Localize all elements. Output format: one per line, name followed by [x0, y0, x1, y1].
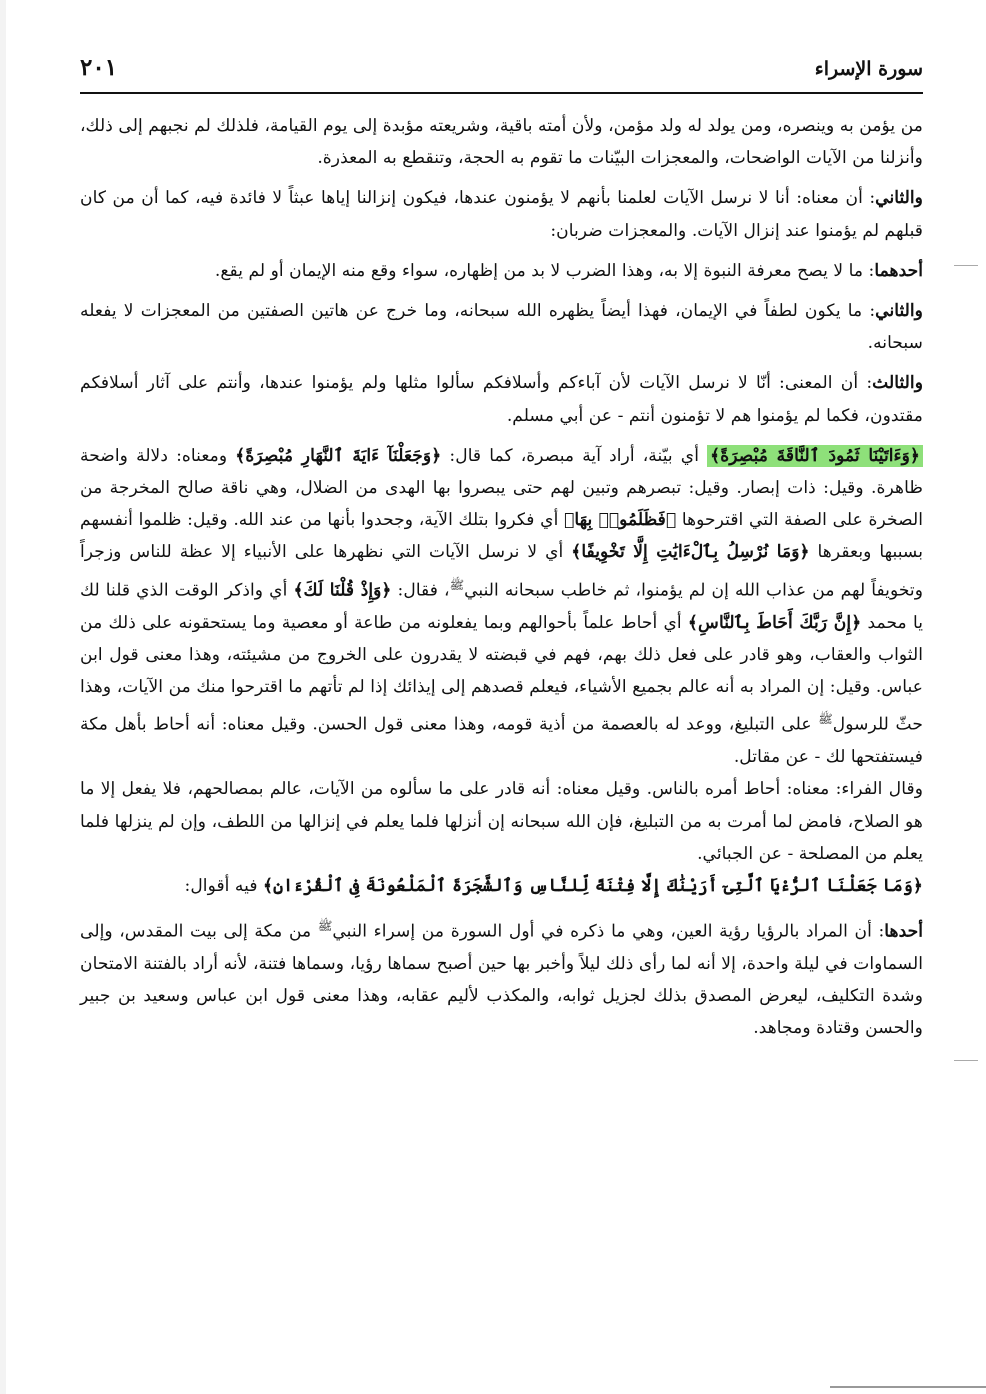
paragraph-text: وقال الفراء: معناه: أحاط أمره بالناس. وقيل معناه: أنه قادر على ما سألوه من الآيات، عالم بمصالحهم، فلا يفعل إلا ما هو الصلاح، فامض لما أمرت به من التبليغ، فإن الله سبحانه إن أنزلها فلما يعلم في إنزالها من اللطف، وإن لم ينزلها فلما يعلم من المصلحة - عن الجبائي. [80, 779, 923, 864]
paragraph-9 [80, 910, 923, 1045]
paragraph-text: من يؤمن به وينصره، ومن يولد له ولد مؤمن، ولأن أمته باقية، وشريعته مؤبدة إلى يوم القيامة، فلذلك لم نجبهم إلى ذلك، وأنزلنا من الآيات الواضحات، والمعجزات البيّنات ما تقوم به الحجة، وتنقطع به المعذرة. [80, 116, 923, 169]
quran-verse: ﴿وَمَا نُرْسِلُ بِٱلْءَايَٰتِ إِلَّا تَخْوِيفًا﴾ [571, 542, 810, 563]
paragraph-1 [80, 110, 923, 174]
paragraph-text: : ما لا يصح معرفة النبوة إلا به، وهذا الضرب لا بد من إظهاره، سواء وقع منه الإيمان أو لم يقع. [214, 260, 875, 281]
paragraph-lead: أحدها [884, 921, 923, 942]
salla-symbol-icon: ﷺ [449, 577, 465, 592]
quran-verse: ﴿إِنَّ رَبَّكَ أَحَاطَ بِٱلنَّاسِ﴾ [687, 612, 862, 633]
paragraph-2 [80, 182, 923, 246]
paragraph-text: : أن المعنى: أنّا لا نرسل الآيات لأن آباءكم وأسلافكم سألوا مثلها ولم يؤمنوا عندها، وأنتم على آثار أسلافكم مقتدون، فكما لم يؤمنوا هم لا تؤمنون أنتم - عن أبي مسلم. [80, 373, 923, 426]
paragraph-lead: أحدهما [874, 260, 923, 281]
paragraph-lead: والثاني [875, 188, 923, 209]
paragraph-text: : أن المراد بالرؤيا رؤية العين، وهي ما ذكره في أول السورة من إسراء النبي [332, 921, 885, 942]
page-body [80, 110, 923, 1053]
paragraph-text: أي لا نرسل الآيات التي نظهرها على الأنبياء إلا عظة للناس وزجراً وتخويفاً لهم من عذاب الله إن لم يؤمنوا، ثم خاطب سبحانه النبي [80, 542, 924, 601]
paragraph-7 [80, 773, 923, 870]
paragraph-text: أي أحاط علماً بأحوالهم وبما يفعلونه من طاعة أو معصية وما يستحقونه على ذلك من الثواب والعقاب، وهو قادر على فعل ذلك بهم، فهم في قبضته لا يقدرون على الخروج من مشيئته، وهذا معنى قول ابن عباس. وقيل: إن المراد به أنه عالم بجميع الأشياء، فيعلم قصدهم إلى إيذائك إذا لم تأتهم ما اقترحوا منك من الآيات، وهذا حثّ للرسول [80, 612, 923, 735]
paragraph-8 [80, 870, 923, 902]
quran-verse: ﴿وَجَعَلْنَآ ءَايَةَ ٱلنَّهَارِ مُبْصِرَةً﴾ [235, 445, 442, 466]
paragraph-text: أي بيّنة، أراد آية مبصرة، كما قال: [441, 445, 708, 466]
paragraph-text: ومعناه: دلالة واضحة ظاهرة. وقيل: ذات إبصار. وقيل: تبصرهم وتبين لهم حتى يبصروا بها الهدى من الضلال، وهي ناقة صالح المخرجة من الصخرة على الصفة التي اقترحوها [80, 445, 923, 531]
paragraph-6 [80, 440, 923, 774]
salla-symbol-icon: ﷺ [317, 919, 333, 934]
quran-verse: ﴿وَمَا جَعَلْنَا ٱلرُّءْيَا ٱلَّتِىٓ أَرَيْنَٰكَ إِلَّا فِتْنَةً لِّلنَّاسِ وَٱلشَّجَرَةَ ٱلْمَلْعُونَةَ فِى ٱلْقُرْءَانِ﴾ [263, 875, 923, 896]
scan-edge [0, 0, 6, 1394]
paragraph-text: ، فقال: [391, 580, 450, 601]
quran-verse: ﴿وَإِذْ قُلْنَا لَكَ﴾ [293, 580, 392, 601]
quran-verse: ﴿فَظَلَمُوا۟ بِهَا﴾ [564, 510, 677, 531]
margin-mark [954, 1060, 978, 1061]
paragraph-5 [80, 367, 923, 431]
margin-mark [954, 265, 978, 266]
paragraph-text: أي واذكر الوقت الذي قلنا لك يا محمد [80, 580, 924, 633]
paragraph-text: : ما يكون لطفاً في الإيمان، فهذا أيضاً يظهره الله سبحانه، وما خرج عن هاتين الصفتين من المعجزات لا يفعله سبحانه. [80, 301, 923, 354]
paragraph-lead: والثاني [875, 301, 923, 322]
page-number: ٢٠١ [80, 54, 118, 81]
paragraph-text: : أن معناه: أنا لا نرسل الآيات لعلمنا بأنهم لا يؤمنون عندها، فيكون إنزالنا إياها عبثاً لا فائدة فيه، كما أن من كان قبلهم لم يؤمنوا عند إنزال الآيات. والمعجزات ضربان: [80, 188, 923, 241]
paragraph-4 [80, 295, 923, 359]
quran-verse: ﴿وَءَاتَيْنَا ثَمُودَ ٱلنَّاقَةَ مُبْصِرَةً﴾ [710, 445, 920, 466]
highlighted-verse[interactable] [707, 445, 923, 467]
page-header [80, 52, 923, 94]
salla-symbol-icon: ﷺ [818, 712, 833, 727]
paragraph-text: فيه أقوال: [184, 875, 263, 896]
paragraph-text: من مكة إلى بيت المقدس، وإلى السماوات في ليلة واحدة، إلا أنه لما رأى ذلك ليلاً وأخبر بها حين أصبح سماها رؤيا، وسماها فتنة، لأنه أراد بالفتنة الامتحان وشدة التكليف، ليعرض المصدق بذلك لجزيل ثوابه، والمكذب لأليم عقابه، وهذا معنى قول ابن عباس وسعيد بن جبير والحسن وقتادة ومجاهد. [80, 921, 923, 1039]
paragraph-lead: والثالث [872, 373, 923, 394]
paragraph-3 [80, 255, 923, 287]
paragraph-text: أي فكروا بتلك الآية، وجحدوا بأنها من عند الله. وقيل: ظلموا أنفسهم بسببها وبعقرها [80, 510, 924, 563]
surah-title: سورة الإسراء [814, 58, 923, 80]
scan-bottom-edge [830, 1386, 986, 1388]
paragraph-text: على التبليغ، ووعد له بالعصمة من أذية قومه، وهذا معنى قول الحسن. وقيل معناه: أنه أحاط بأهل مكة فيستفتحها لك - عن مقاتل. [80, 714, 923, 768]
